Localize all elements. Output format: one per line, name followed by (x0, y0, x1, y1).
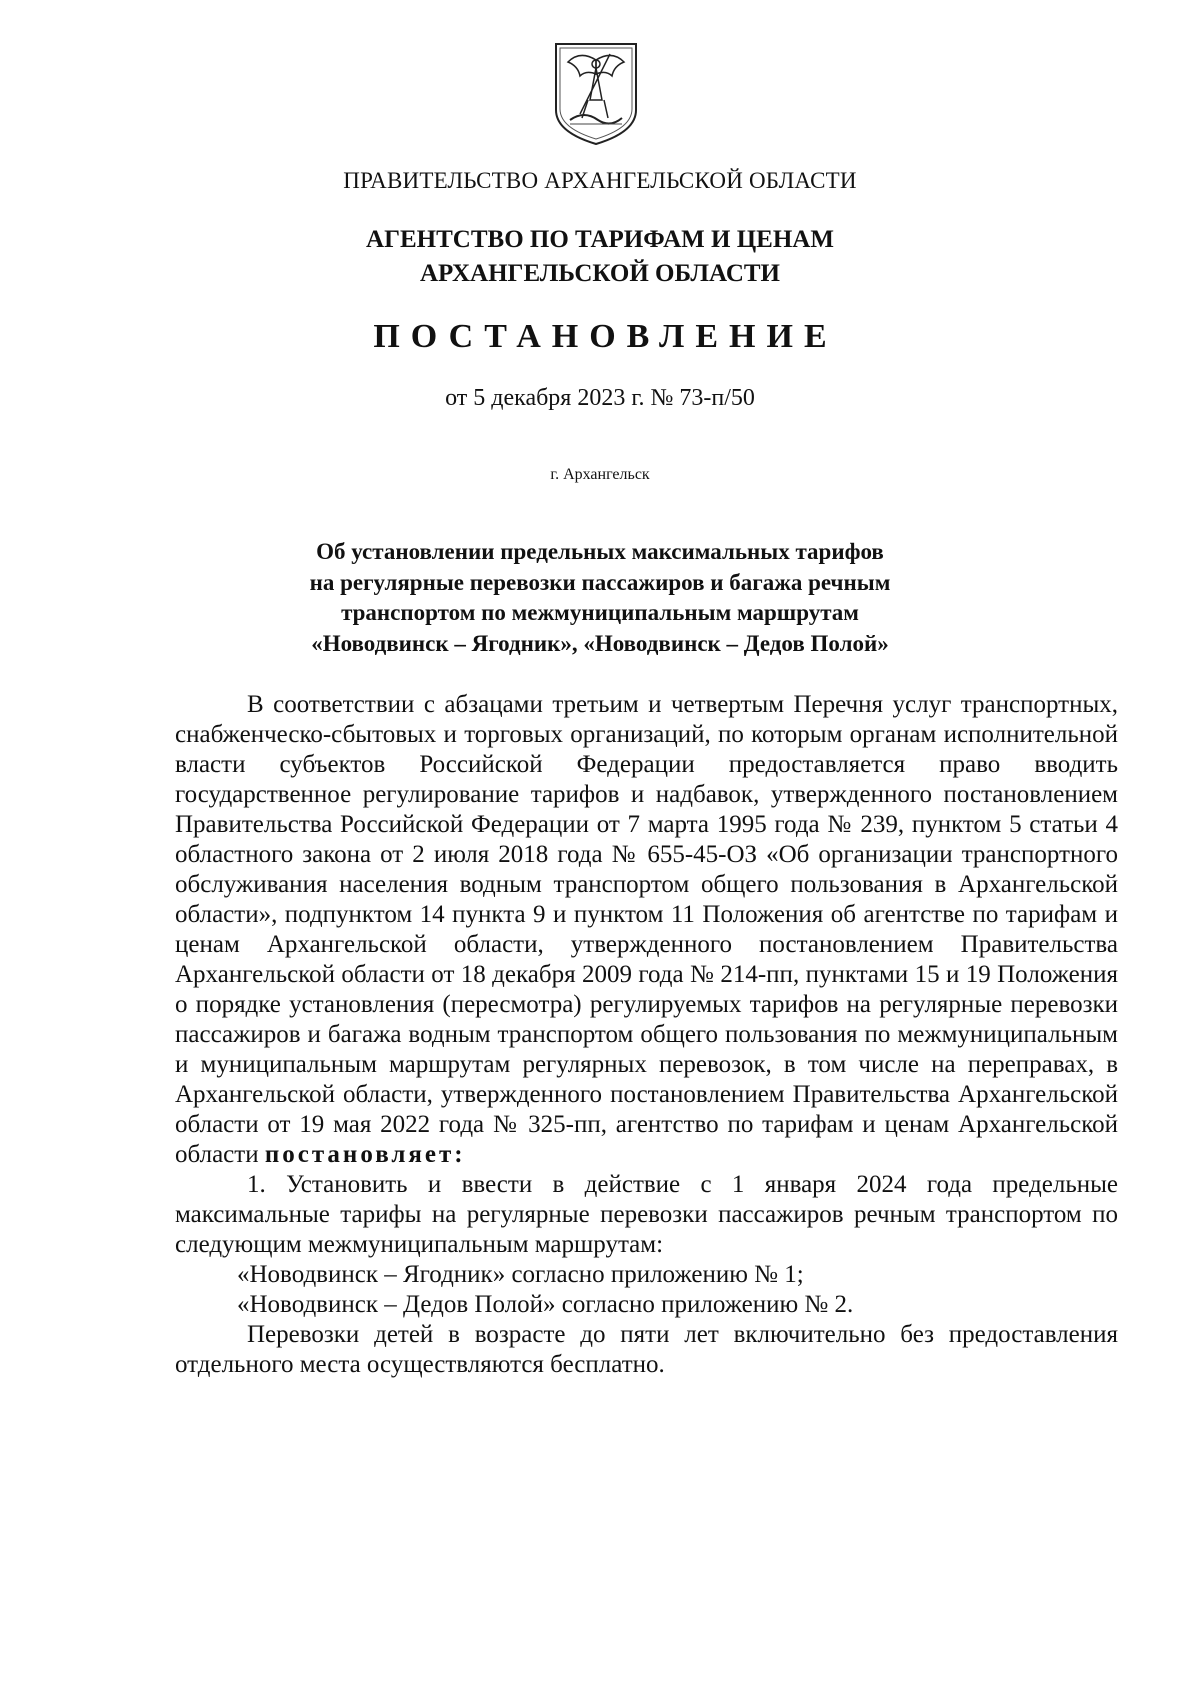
agency-name-line2: АРХАНГЕЛЬСКОЙ ОБЛАСТИ (420, 260, 780, 287)
agency-name (0, 223, 1200, 291)
subject-line3: транспортом по межмуниципальным маршрутам (341, 600, 859, 625)
government-name: ПРАВИТЕЛЬСТВО АРХАНГЕЛЬСКОЙ ОБЛАСТИ (343, 168, 857, 193)
route-1-line: «Новодвинск – Ягодник» согласно приложению № 1; (237, 1261, 804, 1288)
document-type-title: ПОСТАНОВЛЕНИЕ (373, 318, 838, 355)
subject-line4: «Новодвинск – Ягодник», «Новодвинск – Дедов Полой» (311, 630, 889, 656)
subject-line2: на регулярные перевозки пассажиров и багажа речным (309, 569, 891, 595)
agency-name-line1: АГЕНТСТВО ПО ТАРИФАМ И ЦЕНАМ (366, 226, 834, 253)
coat-of-arms-emblem (550, 40, 642, 148)
document-date-number: от 5 декабря 2023 г. № 73-п/50 (445, 385, 755, 411)
document-body (175, 690, 1118, 1380)
subject-line1: Об установлении предельных максимальных тарифов (316, 539, 884, 564)
item-1-paragraph: 1. Установить и ввести в действие с 1 января 2024 года предельные максимальные тарифы на регулярные перевозки пассажиров речным транспортом по следующим межмуниципальным маршрутам: (175, 1171, 1118, 1258)
resolves-word: постановляет: (264, 1141, 466, 1168)
children-paragraph: Перевозки детей в возрасте до пяти лет включительно без предоставления отдельного места осуществляются бесплатно. (175, 1321, 1118, 1378)
route-2-line: «Новодвинск – Дедов Полой» согласно приложению № 2. (237, 1291, 854, 1318)
preamble-text: В соответствии с абзацами третьим и четвертым Перечня услуг транспортных, снабженческо-сбытовых и торговых организаций, по которым органам исполнительной власти субъектов Российской Федерации предоставляется право вводить государственное регулирование тарифов и надбавок, утвержденного постановлением Правительства Российской Федерации от 7 марта 1995 года № 239, пунктом 5 статьи 4 областного закона от 2 июля 2018 года № 655-45-ОЗ «Об организации транспортного обслуживания населения водным транспортом общего пользования в Архангельской области», подпунктом 14 пункта 9 и пунктом 11 Положения об агентстве по тарифам и ценам Архангельской области, утвержденного постановлением Правительства Архангельской области от 18 декабря 2009 года № 214-пп, пунктами 15 и 19 Положения о порядке установления (пересмотра) регулируемых тарифов на регулярные перевозки пассажиров и багажа водным транспортом общего пользования по межмуниципальным и муниципальным маршрутам регулярных перевозок, в том числе на переправах, в Архангельской области, утвержденного постановлением Правительства Архангельской области от 19 мая 2022 года № 325-пп, агентство по тарифам и ценам Архангельской области (175, 691, 1118, 1168)
document-city: г. Архангельск (550, 466, 650, 483)
preamble-paragraph (175, 690, 1118, 1170)
document-subject (0, 537, 1200, 659)
